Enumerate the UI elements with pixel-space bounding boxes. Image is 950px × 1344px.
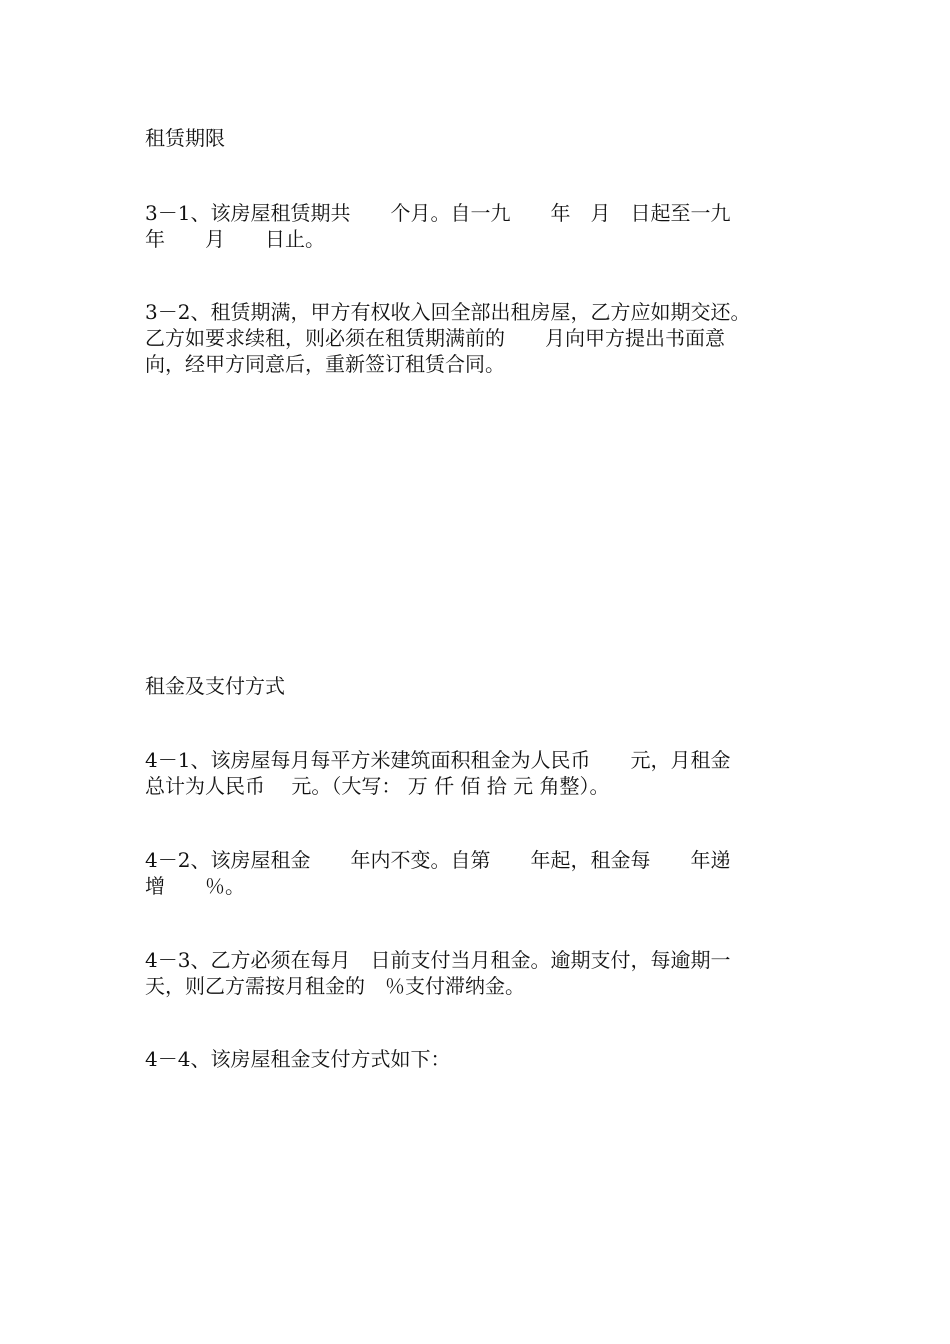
section-heading-lease-term: 租赁期限 xyxy=(145,126,225,150)
clause-4-3-line-1: 4－3、乙方必须在每月 日前支付当月租金。逾期支付，每逾期一 xyxy=(145,948,731,972)
clause-3-1-line-1: 3－1、该房屋租赁期共 个月。自一九 年 月 日起至一九 xyxy=(145,201,731,225)
section-heading-rent-payment: 租金及支付方式 xyxy=(145,674,285,698)
clause-3-2-line-1: 3－2、租赁期满，甲方有权收入回全部出租房屋，乙方应如期交还。 xyxy=(145,300,751,324)
clause-4-1-line-1: 4－1、该房屋每月每平方米建筑面积租金为人民币 元，月租金 xyxy=(145,748,731,772)
clause-4-1-line-2: 总计为人民币 元。（大写： 万 仟 佰 拾 元 角整）。 xyxy=(145,774,610,798)
clause-4-2-line-2: 增 ％。 xyxy=(145,874,245,898)
clause-4-4-line-1: 4－4、该房屋租金支付方式如下： xyxy=(145,1047,451,1071)
clause-3-2-line-3: 向，经甲方同意后，重新签订租赁合同。 xyxy=(145,352,505,376)
clause-4-2-line-1: 4－2、该房屋租金 年内不变。自第 年起，租金每 年递 xyxy=(145,848,731,872)
clause-3-1-line-2: 年 月 日止。 xyxy=(145,227,325,251)
clause-3-2-line-2: 乙方如要求续租，则必须在租赁期满前的 月向甲方提出书面意 xyxy=(145,326,725,350)
clause-4-3-line-2: 天，则乙方需按月租金的 ％支付滞纳金。 xyxy=(145,974,525,998)
